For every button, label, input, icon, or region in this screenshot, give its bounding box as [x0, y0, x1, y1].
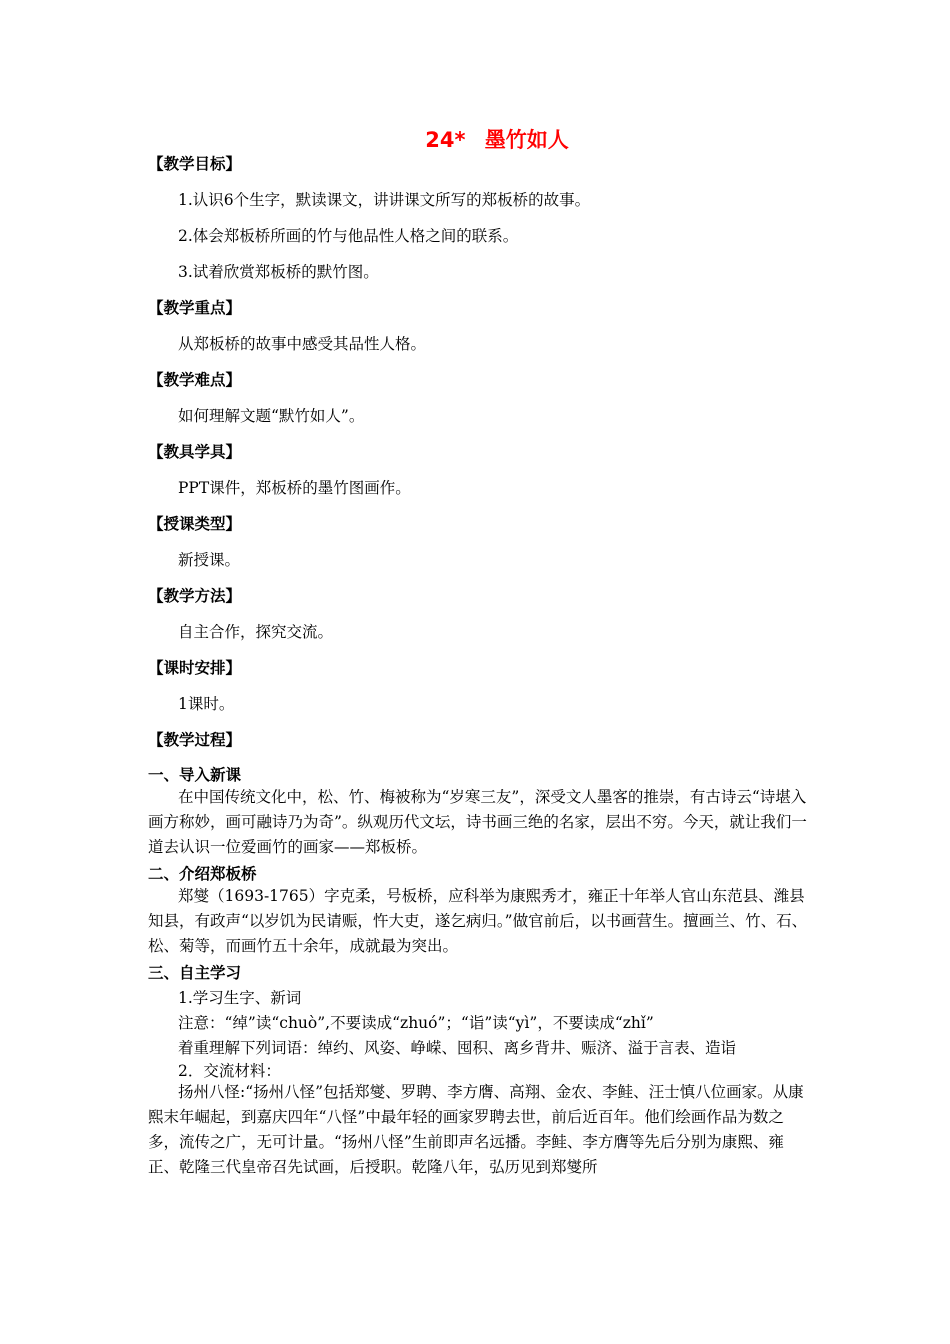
- page-title: [0, 124, 950, 154]
- process-section-1-heading: 一、导入新课: [148, 766, 242, 784]
- heading-type: 【授课类型】: [148, 515, 242, 533]
- process-section-2-text: 郑燮（1693-1765）字克柔，号板桥，应科举为康熙秀才，雍正十年举人官山东范县、潍县知县，有政声“以岁饥为民请赈，忤大吏，遂乞病归。”做官前后，以书画营生。擅画兰、竹、石、松、菊等，而画竹五十余年，成就最为突出。: [148, 887, 808, 955]
- process-section-3-heading: 三、自主学习: [148, 964, 242, 982]
- process-section-3-material: 扬州八怪:“扬州八怪”包括郑燮、罗聘、李方膺、高翔、金农、李鲑、汪士慎八位画家。从康熙末年崛起，到嘉庆四年“八怪”中最年轻的画家罗聘去世，前后近百年。他们绘画作品为数之多，流传之广，无可计量。“扬州八怪”生前即声名远播。李鲑、李方膺等先后分别为康熙、雍正、乾隆三代皇帝召先试画，后授职。乾隆八年，弘历见到郑燮所: [148, 1083, 804, 1176]
- difficulty-text: 如何理解文题“默竹如人”。: [178, 407, 365, 425]
- process-section-3-sub2: 2．交流材料：: [178, 1062, 281, 1080]
- process-section-3-words: 着重理解下列词语：绰约、风姿、峥嵘、囤积、离乡背井、赈济、溢于言表、造诣: [178, 1039, 737, 1057]
- type-text: 新授课。: [178, 551, 241, 569]
- lesson-number: 24*: [425, 128, 466, 152]
- tools-text: PPT课件，郑板桥的墨竹图画作。: [178, 479, 411, 497]
- method-text: 自主合作，探究交流。: [178, 623, 334, 641]
- heading-key: 【教学重点】: [148, 299, 242, 317]
- hours-text: 1课时。: [178, 695, 235, 713]
- heading-tools: 【教具学具】: [148, 443, 242, 461]
- heading-method: 【教学方法】: [148, 587, 242, 605]
- heading-difficulty: 【教学难点】: [148, 371, 242, 389]
- process-section-3-sub1: 1.学习生字、新词: [178, 989, 302, 1007]
- process-section-1-text: 在中国传统文化中，松、竹、梅被称为“岁寒三友”，深受文人墨客的推崇，有古诗云“诗堪入画方称妙，画可融诗乃为奇”。纵观历代文坛，诗书画三绝的名家，层出不穷。今天，就让我们一道去认识一位爱画竹的画家——郑板桥。: [148, 788, 807, 856]
- heading-hours: 【课时安排】: [148, 659, 242, 677]
- process-section-2-heading: 二、介绍郑板桥: [148, 865, 257, 883]
- key-text: 从郑板桥的故事中感受其品性人格。: [178, 335, 427, 353]
- goal-item-3: 3.试着欣赏郑板桥的默竹图。: [178, 263, 379, 281]
- process-section-3-note: 注意：“绰”读“chuò”,不要读成“zhuó”；“诣”读“yì”，不要读成“zhǐ”: [178, 1014, 654, 1032]
- heading-goals: 【教学目标】: [148, 155, 242, 173]
- goal-item-2: 2.体会郑板桥所画的竹与他品性人格之间的联系。: [178, 227, 519, 245]
- lesson-title: 墨竹如人: [484, 128, 569, 152]
- goal-item-1: 1.认识6个生字，默读课文，讲讲课文所写的郑板桥的故事。: [178, 191, 591, 209]
- heading-process: 【教学过程】: [148, 731, 242, 749]
